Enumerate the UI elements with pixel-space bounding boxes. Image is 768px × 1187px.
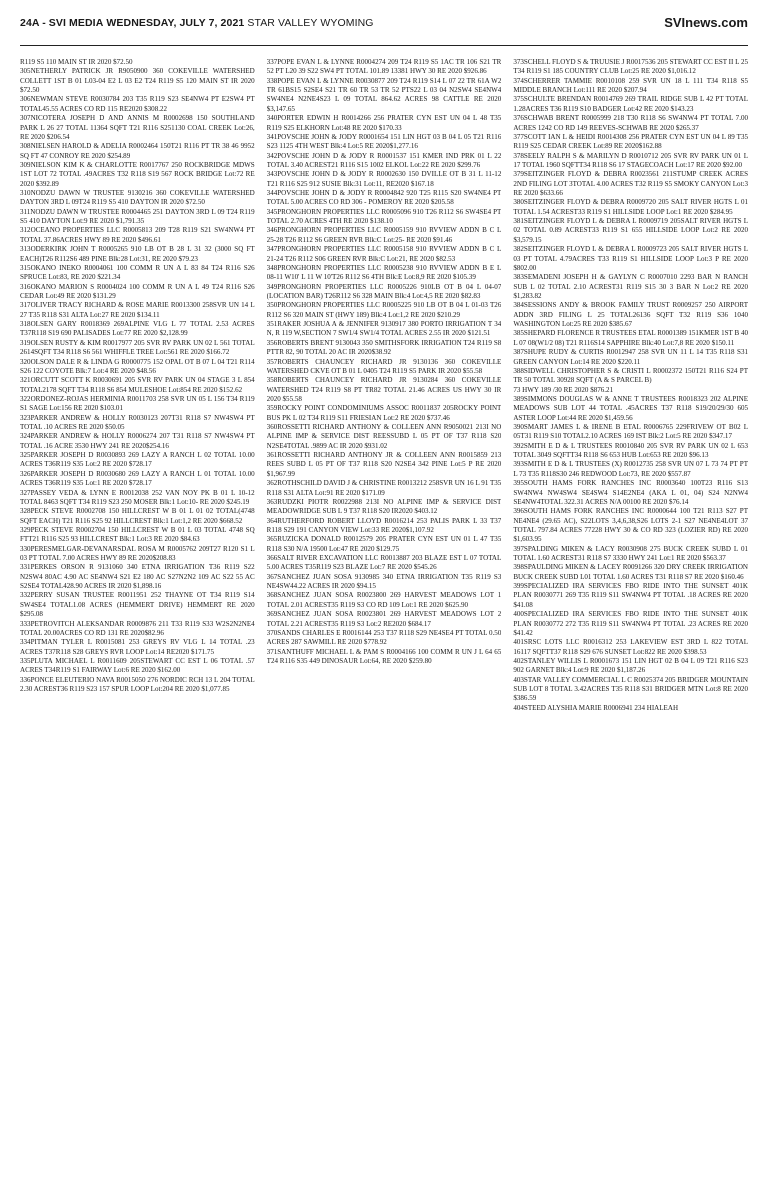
property-entry: 388SIDWELL CHRISTOPHER S & CRISTI L R0002372 150T21 R116 S24 PT TR 50 TOTAL 30928 SQFT (A & S PARCEL B) — [513, 366, 749, 385]
property-entry: 345PRONGHORN PROPERTIES LLC R0005096 910 T26 R112 S6 SW4SE4 PT TOTAL 2.70 ACRES 4TH RE 2020 $138.10 — [266, 207, 502, 226]
property-entry: 329PECK STEVE R0002704 150 HILLCREST W B 01 L 03 TOTAL 4748 SQ FTT21 R116 S25 93 HILLCREST Blk:1 Lot:3 RE 2020 $84.63 — [20, 525, 255, 544]
property-entry: 373SCHELL FLOYD S & TRUUSIE J R0017536 205 STEWART CC EST II L 25 T34 R119 S1 185 COUNTRY CLUB Lot:25 RE 2020 $1,016.12 — [513, 58, 749, 76]
property-entry: 348PRONGHORN PROPERTIES LLC R0005238 910 RVVIEW ADDN B E L 08-11 W10' L 11 W 10'T26 R112 S6 4TH Blk:E Lot:8,9 RE 2020 $105.39 — [266, 263, 502, 282]
property-entry: 396SOUTH HAMS FORK RANCHES INC R0000644 100 T21 R113 S27 PT NE4NE4 (29.65 AC), S22LOTS 3,4,6,38,S26 LOTS 2-1 S27 NE4NE4LOT 37 TOTAL 797.84 ACRES 77228 HWY 30 & CO RD 323 (LOZIER RD) RE 2020 $1,603.95 — [513, 507, 749, 544]
property-entry: 371SANTHUFF MICHAEL L & PAM S R0004166 100 COMM R UN J L 64 65 T24 R116 S35 449 DINOSAUR Lot:64, RE 2020 $259.80 — [266, 647, 502, 665]
property-entry: 383SEMADENI JOSEPH H & GAYLYN C R0007010 2293 BAR N RANCH SUB L 02 TOTAL 2.10 ACREST31 R119 S15 30 3 BAR N Lot:2 RE 2020 $1,283.82 — [513, 273, 749, 300]
property-entry: 333PETROVITCH ALEKSANDAR R0009876 211 T33 R119 S33 W2S2N2NE4 TOTAL 20.00ACRES CO RD 131 RE 2020$82.96 — [20, 619, 255, 637]
property-entry: 359ROCKY POINT CONDOMINIUMS ASSOC R0011837 205ROCKY POINT BUS PK L 02 T34 R119 S11 FRIESIAN Lot:2 RE 2020 $737.46 — [266, 404, 502, 422]
property-entry: 338POPE EVAN L & LYNNE R0030877 209 T24 R119 S14 L 07 22 TR 61A W2 TR 61BS15 S2SE4 S21 TR 60 TR 53 TR 52 PTS22 L 03 04 N2SW4 SE4NW4 SW4NE4 N2NE4S23 L 09 TOTAL 864.62 ACRES 98 CATTLE RE 2020 $3,147.65 — [266, 76, 502, 113]
property-entry: 308NIELSEN HAROLD & ADELIA R0002464 150T21 R116 PT TR 38 46 9952 SQ FT 47 CONROY RE 2020 $254.89 — [20, 142, 255, 160]
property-entry: 370SANDS CHARLES E R0016144 253 T37 R118 S29 NE4SE4 PT TOTAL 0.50 ACRES 287 SAWMILL RE 2020 $778.92 — [266, 628, 502, 647]
property-entry: 382SEITZINGER FLOYD L & DEBRA L R0009723 205 SALT RIVER HGTS L 03 PT TOTAL 4.79ACRES T33 R119 S1 HILLSIDE LOOP Lot:3 P RE 2020 $802.00 — [513, 245, 749, 272]
property-entry: 350PRONGHORN PROPERTIES LLC R0005225 910 LB OT B 04 L 01-03 T26 R112 S6 320 MAIN ST (HWY 189) Blk:4 Lot:1,2 RE 2020 $210.29 — [266, 301, 502, 319]
property-entry: 316OKANO MARION S R0004024 100 COMM R UN A L 49 T24 R116 S26 CEDAR Lot:49 RE 2020 $131.29 — [20, 282, 255, 300]
property-entry: 365RUZICKA DONALD R0012579 205 PRATER CYN EST UN 01 L 47 T35 R118 S30 N/A 19500 Lot:47 RE 2020 $129.75 — [266, 535, 502, 553]
property-entry: 369SANCHEZ JUAN SOSA R0023801 269 HARVEST MEADOWS LOT 2 TOTAL 2.21 ACREST35 R119 S3 Lot:2 RE2020 $684.17 — [266, 610, 502, 628]
property-entry: 328PECK STEVE R0002708 150 HILLCREST W B 01 L 01 02 TOTAL(4748 SQFT EACH) T21 R116 S25 92 HILLCREST Blk:1 Lot:1,2 RE 2020 $668.52 — [20, 507, 255, 525]
site-url: SVInews.com — [664, 15, 748, 30]
property-entry: 344POVSCHE JOHN D & JODY R R0004842 920 T25 R115 S20 SW4NE4 PT TOTAL 5.00 ACRES CO RD 306 - POMEROY RE 2020 $205.58 — [266, 189, 502, 207]
property-entry: 404STEED ALYSHIA MARIE R0006941 234 HIALEAH — [513, 703, 679, 712]
property-entry: 399SPECIALIZED IRA SERVICES FBO RIDE INTO THE SUNSET 401K PLAN R0030771 269 T35 R119 S11 SW4NW4 PT TOTAL .18 ACRES RE 2020 $41.08 — [513, 582, 749, 609]
property-entry: 323PARKER ANDREW & HOLLY R0030123 207T31 R118 S7 NW4SW4 PT TOTAL .10 ACRES RE 2020 $50.05 — [20, 413, 255, 432]
property-entry: 389SIMMONS DOUGLAS W & ANNE T TRUSTEES R0018323 202 ALPINE MEADOWS SUB LOT 44 TOTAL .45ACRES T37 R118 S19/20/29/30 605 ASTER LOOP Lot:44 RE 2020 $1,459.56 — [513, 394, 749, 422]
property-entry: 393SMITH E D & L TRUSTEES (X) R0012735 258 SVR UN 07 L 73 74 PT PT L 73 T35 R118S30 246 REDWOOD Lot:73, RE 2020 $557.87 — [513, 460, 749, 478]
property-entry: 343POVSCHE JOHN D & JODY R R0002630 150 DVILLE OT B 31 L 11-12 T21 R116 S25 912 SUSIE Blk:31 Lot:11, RE2020 $167.18 — [266, 170, 502, 188]
page-number: 24A - SVI MEDIA — [20, 16, 104, 29]
property-entry: 378SEELY RALPH S & MARILYN D R0010712 205 SVR RV PARK UN 01 L 17 TOTAL 1960 SQFTT34 R118 S6 17 STAGECOACH Lot:17 RE 2020 $92.00 — [513, 151, 749, 169]
property-entry: 367SANCHEZ JUAN SOSA 9130985 340 ETNA IRRIGATION T35 R119 S3 NE4SW44.22 ACRES IR 2020 $94.15 — [266, 572, 502, 591]
property-entry: 312OCEANO PROPERTIES LLC R0005813 209 T28 R119 S21 SW4NW4 PT TOTAL 37.86ACRES HWY 89 RE 2020 $496.61 — [20, 226, 255, 244]
property-entry: 380SEITZINGER FLOYD & DEBRA R0009720 205 SALT RIVER HGTS L 01 TOTAL 1.54 ACREST33 R119 S1 HILLSIDE LOOP Lot:1 RE 2020 $284.95 — [513, 198, 749, 216]
property-entry: 322ORDONEZ-ROJAS HERMINIA R0011703 258 SVR UN 05 L 156 T34 R119 S1 SAGE Lot:156 RE 2020 $103.01 — [20, 394, 255, 413]
page-header — [20, 0, 748, 46]
header-folio — [20, 17, 374, 29]
column-right — [513, 58, 748, 1170]
column-left — [20, 58, 255, 1170]
property-entry: 330PERESMELGAR-DEVANARSDAL ROSA M R0005762 209T27 R120 S1 L 03 PT TOTAL 7.00 ACRES HWY 89 RE 2020$208.83 — [20, 544, 255, 563]
property-entry: 337POPE EVAN L & LYNNE R0004274 209 T24 R119 S5 1AC TR 106 S21 TR 52 PT L20 39 S22 SW4 PT TOTAL 101.89 13381 HWY 30 RE 2020 $926.86 — [266, 58, 502, 76]
property-entry: 362ROTHSCHILD DAVID J & CHRISTINE R0013212 258SVR UN 16 L 91 T35 R118 S31 ALTA Lot:91 RE 2020 $171.09 — [266, 479, 502, 497]
property-entry: 309NIELSON KIM K & CHARLOTTE R0017767 250 ROCKBRIDGE MDWS 1ST LOT 72 TOTAL .49ACRES T32 R118 S19 567 ROCK BRIDGE Lot:72 RE 2020 $392.89 — [20, 160, 255, 188]
property-entry: 363RUDZKI PIOTR R0022988 213I NO ALPINE IMP & SERVICE DIST MEADOWRIDGE SUB L 9 T37 R118 S20 IR2020 $403.12 — [266, 497, 502, 516]
property-entry: 73 HWY 189 /30 RE 2020 $876.21 — [513, 385, 614, 394]
property-entry: 324PARKER ANDREW & HOLLY R0006274 207 T31 R118 S7 NW4SW4 PT TOTAL .16 ACRE 3530 HWY 241 RE 2020$254.16 — [20, 432, 255, 450]
property-entry: 332PERRY SUSAN TRUSTEE R0011951 252 THAYNE OT T34 R119 S14 SW4SE4 TOTAL1.08 ACRES (HEMMERT DRIVE) HEMMERT RE 2020 $295.08 — [20, 591, 255, 619]
property-entry: 346PRONGHORN PROPERTIES LLC R0005159 910 RVVIEW ADDN B C L 25-28 T26 R112 S6 GREEN RVR Blk:C Lot:25- RE 2020 $91.46 — [266, 226, 502, 244]
property-entry: 395SOUTH HAMS FORK RANCHES INC R0003640 100T23 R116 S13 SW4NW4 NW4SW4 SE4SW4 S14E2NE4 (AKA L 01, 04) S24 N2NW4 SE4NW4TOTAL 322.31 ACRES N/A 00100 RE 2020 $76.14 — [513, 479, 749, 506]
property-entry: 360ROSSETTI RICHARD ANTHONY & COLLEEN ANN R9050021 213I NO ALPINE IMP & SERVICE DIST REESSUBD L 05 PT OF T37 R118 S20 N2SE4TOTAL .9899 AC IR 2020 $931.02 — [266, 423, 502, 450]
property-entry: 317OLIVER TRACY RICHARD & ROSE MARIE R0013300 258SVR UN 14 L 27 T35 R118 S31 ALTA Lot:27 RE 2020 $134.11 — [20, 301, 255, 319]
property-entry: 349PRONGHORN PROPERTIES LLC R0005226 910LB OT B 04 L 04-07 (LOCATION BAR) T26R112 S6 328 MAIN Blk:4 Lot:4,5 RE 2020 $82.83 — [266, 282, 502, 300]
property-entry: 327PASSEY VEDA & LYNN E R0012038 252 VAN NOY PK B 01 L 10-12 TOTAL 8463 SQFT T34 R119 S23 250 MOSER Blk:1 Lot:10- RE 2020 $245.19 — [20, 488, 255, 506]
property-entry: 368SANCHEZ JUAN SOSA R0023800 269 HARVEST MEADOWS LOT 1 TOTAL 2.01 ACREST35 R119 S3 CO RD 109 Lot:1 RE 2020 $625.90 — [266, 591, 502, 609]
property-entry: 390SMART JAMES L & IRENE B ETAL R0006765 229FRIVEW OT B02 L 05T31 R119 S10 TOTAL2.10 ACRES 169 IST Blk:2 Lot:5 RE 2020 $347.17 — [513, 423, 749, 441]
property-entry: 335PLUTA MICHAEL L R0011609 205STEWART CC EST L 06 TOTAL .57 ACRES T34R119 S1 FAIRWAY Lot:6 RE 2020 $162.00 — [20, 657, 255, 675]
property-entry: 307NICOTERA JOSEPH D AND ANNIS M R0002698 150 SOUTHLAND PARK L 26 27 TOTAL 11364 SQFT T21 R116 S251130 COAL CREEK Lot:26, RE 2020 $206.54 — [20, 114, 255, 141]
property-entry: 375SCHULTE BRENDAN R0014769 269 TRAIL RIDGE SUB L 42 PT TOTAL 1.28ACRES T36 R119 S10 BADGER Lot:42 RE 2020 $143.23 — [513, 95, 749, 113]
property-entry: 311NODZU DAWN W TRUSTEE R0004465 251 DAYTON 3RD L 09 T24 R119 S5 410 DAYTON Lot:9 RE 2020 $1,791.35 — [20, 207, 255, 226]
property-entry: 340PORTER EDWIN H R0014266 256 PRATER CYN EST UN 04 L 48 T35 R119 S25 ELKHORN Lot:48 RE 2020 $170.33 — [266, 114, 502, 132]
property-entry: 326PARKER JOSEPH D R0030680 269 LAZY A RANCH L 01 TOTAL 10.00 ACRES T36R119 S35 Lot:1 RE 2020 $728.17 — [20, 469, 255, 488]
property-entry: 318OLSEN GARY R0018369 269ALPINE VLG L 77 TOTAL 2.53 ACRES T37R118 S19 690 PALISADES Lot:77 RE 2020 $2,128.99 — [20, 320, 255, 338]
property-entry: 319OLSEN RUSTY & KIM R0017977 205 SVR RV PARK UN 02 L 561 TOTAL 2614SQFT T34 R118 S6 561 WHIFFLE TREE Lot:561 RE 2020 $166.72 — [20, 338, 255, 357]
property-entry: 342POVSCHE JOHN D & JODY R R0001537 151 KMER IND PRK 01 L 22 TOTAL 3.40 ACREST21 R116 S15 1002 ELKOL Lot:22 RE 2020 $299.76 — [266, 151, 502, 169]
property-entry: 398SPAULDING MIKEN & LACEY R0091266 320 DRY CREEK IRRIGATION BUCK CREEK SUBD L01 TOTAL 1.60 ACRES T31 R118 S7 RE 2020 $160.46 — [513, 563, 749, 581]
property-entry: 400SPECIALIZED IRA SERVICES FBO RIDE INTO THE SUNSET 401K PLAN R0030772 272 T35 R119 S11 SW4NW4 PT TOTAL .23 ACRES RE 2020 $41.42 — [513, 610, 749, 637]
property-entry: 374SCHERRER TAMMIE R0010108 259 SVR UN 18 L 111 T34 R118 S5 MIDDLE BRANCH Lot:111 RE 2020 $207.94 — [513, 76, 749, 95]
property-entry: 325PARKER JOSEPH D R0030893 269 LAZY A RANCH L 02 TOTAL 10.00 ACRES T36R119 S35 Lot:2 RE 2020 $728.17 — [20, 451, 255, 469]
property-entry: 341POVSCHE JOHN & JODY R0001654 151 LIN HGT 03 B 04 L 05 T21 R116 S23 1125 4TH WEST Blk:4 Lot:5 RE 2020$1,277.16 — [266, 132, 502, 151]
property-entry: 397SPALDING MIKEN & LACY R0030908 275 BUCK CREEK SUBD L 01 TOTAL 1.60 ACREST31 R118 S7 3330 HWY 241 Lot:1 RE 2020 $563.37 — [513, 544, 749, 563]
publication-name: STAR VALLEY WYOMING — [247, 16, 374, 29]
property-entry: 403STAR VALLEY COMMERCIAL L C R0025374 205 BRIDGER MOUNTAIN SUB LOT 8 TOTAL 3.42ACRES T35 R118 S31 BRIDGER MTN Lot:8 RE 2020 $386.59 — [513, 675, 749, 703]
property-entry: 392SMITH E D & L TRUSTEES R0010840 205 SVR RV PARK UN 02 L 653 TOTAL 3049 SQFTT34 R118 S6 653 HUB Lot:653 RE 2020 $96.13 — [513, 441, 749, 460]
property-entry: 351RAKER JOSHUA A & JENNIFER 9130917 380 PORTO IRRIGATION T 34 N, R 119 W,SECTION 7 SW1/4 SW1/4 TOTAL ACRES 2.55 IR 2020 $121.51 — [266, 320, 502, 338]
property-entry: 381SEITZINGER FLOYD L & DEBRA L R0009719 205SALT RIVER HGTS L 02 TOTAL 0.89 ACREST33 R119 S1 655 HILLSIDE LOOP Lot:2 RE 2020 $3,579.15 — [513, 217, 749, 244]
property-entry: 379SEITZINGER FLOYD & DEBRA R0023561 211STUMP CREEK ACRES 2ND FILING LOT 3TOTAL 4.00 ACRES T32 R119 S5 SMOKY CANYON Lot:3 RE 2020 $633.66 — [513, 170, 749, 198]
property-entry: 347PRONGHORN PROPERTIES LLC R0005158 910 RVVIEW ADDN B C L 21-24 T26 R112 S06 GREEN RVR Blk:C Lot:21, RE 2020 $82.53 — [266, 245, 502, 263]
property-entry: 356ROBERTS BRENT 9130043 350 SMITHSFORK IRRIGATION T24 R119 S8 PTTR 82, 90 TOTAL 20 AC IR 2020$38.92 — [266, 338, 502, 357]
property-entry: 385SHEPARD FLORENCE R TRUSTEES ETAL R0001389 151KMER 1ST B 40 L 07 08(W1/2 08) T21 R116S14 SAPPHIRE Blk:40 Lot:7,8 RE 2020 $150.11 — [513, 329, 749, 347]
property-entry: 313ODERKIRK JOHN T R0005265 910 LB OT B 28 L 31 32 (3000 SQ FT EACH)T26 R112S6 489 PINE Blk:28 Lot:31, RE 2020 $79.23 — [20, 245, 255, 263]
property-entry: 321ORCUTT SCOTT K R0030691 205 SVR RV PARK UN 04 STAGE 3 L 854 TOTAL2178 SQFT T34 R118 S6 854 MULESHOE Lot:854 RE 2020 $152.62 — [20, 376, 255, 394]
property-entry: 387SHUPE RUDY & CURTIS R0012947 258 SVR UN 11 L 14 T35 R118 S31 GREEN CANYON Lot:14 RE 2020 $220.11 — [513, 348, 749, 366]
property-entry: R119 S5 110 MAIN ST IR 2020 $72.50 — [20, 58, 133, 66]
property-entry: 331PERKES ORSON R 9131060 340 ETNA IRRIGATION T36 R119 S22 N2SW4 80AC 4.90 AC SE4NW4 S21 E2 180 AC S27N2N2 109 AC S22 55 AC S2SE4 TOTAL428.90 ACRES IR 2020 $1,898.16 — [20, 563, 255, 591]
property-entry: 306NEWMAN STEVE R0030784 203 T35 R119 S23 SE4NW4 PT E2SW4 PT TOTAL45.55 ACRES CO RD 115 RE2020 $308.22 — [20, 95, 255, 113]
property-entry: 384SESSIONS ANDY & BROOK FAMILY TRUST R0009257 250 AIRPORT ADDN 3RD FILING L 25 TOTAL26136 SQFT T32 R119 S36 1040 WASHINGTON Lot:25 RE 2020 $385.67 — [513, 301, 749, 329]
property-entry: 377SCOTT IAN L & HEIDI R0014308 256 PRATER CYN EST UN 04 L 89 T35 R119 S25 CEDAR CREEK Lot:89 RE 2020$162.88 — [513, 132, 749, 151]
property-entry: 364RUTHERFORD ROBERT LLOYD R0016214 253 PALIS PARK L 33 T37 R118 S29 191 CANYON VIEW Lot:33 RE 2020$1,107.92 — [266, 516, 502, 534]
property-entry: 336PONCE ELEUTERIO NAVA R0015050 276 NORDIC RCH 13 L 204 TOTAL 2.30 ACREST36 R119 S23 157 SPUR LOOP Lot:204 RE 2020 $1,077.85 — [20, 675, 255, 694]
legal-notice-columns — [20, 46, 748, 1170]
property-entry: 401SRSC LOTS LLC R0016312 253 LAKEVIEW EST 3RD L 822 TOTAL 16117 SQFTT37 R118 S29 676 SUNSET Lot:822 RE 2020 $398.53 — [513, 638, 749, 656]
property-entry: 361ROSSETTI RICHARD ANTHONY JR & COLLEEN ANN R0015859 213 REES SUBD L 05 PT OF T37 R118 S20 N2SE4 342 PINE Lot:5 P RE 2020 $1,967.99 — [266, 451, 502, 478]
property-entry: 376SCHWAB BRENT R0005999 218 T30 R118 S6 SW4NW4 PT TOTAL 7.00 ACRES 1242 CO RD 149 REEVES-SCHWAB RE 2020 $265.37 — [513, 114, 749, 132]
column-middle — [267, 58, 502, 1170]
property-entry: 334PITMAN TYLER L R0015081 253 GREYS RV VLG L 14 TOTAL .23 ACRES T37R118 S28 GREYS RVR LOOP Lot:14 RE2020 $171.75 — [20, 638, 255, 656]
property-entry: 366SALT RIVER EXCAVATION LLC R0013887 203 BLAZE EST L 07 TOTAL 5.00 ACRES T35R119 S23 BLAZE Lot:7 RE 2020 $545.26 — [266, 554, 502, 572]
property-entry: 315OKANO INEKO R0004061 100 COMM R UN A L 83 84 T24 R116 S26 SPRUCE Lot:83, RE 2020 $221.34 — [20, 263, 255, 282]
property-entry: 305NETHERLY PATRICK JR R9050900 360 COKEVILLE WATERSHED COLLETT 1ST B 01 L03-04 E2 L 03 E2 T24 R119 S5 120 MAIN ST IR 2020 $72.50 — [20, 67, 255, 95]
property-entry: 358ROBERTS CHAUNCEY RICHARD JR 9130284 360 COKEVILLE WATERSHED T24 R119 S8 PT TR82 TOTAL 21.46 ACRES US HWY 30 IR 2020 $55.58 — [266, 376, 502, 403]
property-entry: 320OLSON DALE R & LINDA G R0000775 152 OPAL OT B 07 L 04 T21 R114 S26 122 COYOTE Blk:7 Lot:4 RE 2020 $48.56 — [20, 357, 255, 375]
property-entry: 310NODZU DAWN W TRUSTEE 9130216 360 COKEVILLE WATERSHED DAYTON 3RD L 09T24 R119 S5 410 DAYTON IR 2020 $72.50 — [20, 189, 255, 207]
property-entry: 402STANLEY WILLIS L R0001673 151 LIN HGT 02 B 04 L 09 T21 R116 S23 902 GARNET Blk:4 Lot:9 RE 2020 $1,187.26 — [513, 657, 749, 675]
issue-date: WEDNESDAY, JULY 7, 2021 — [106, 16, 245, 29]
property-entry: 357ROBERTS CHAUNCEY RICHARD JR 9130136 360 COKEVILLE WATERSHED CKVE OT B 01 L 0405 T24 R119 S5 PARK IR 2020 $55.58 — [266, 357, 502, 375]
